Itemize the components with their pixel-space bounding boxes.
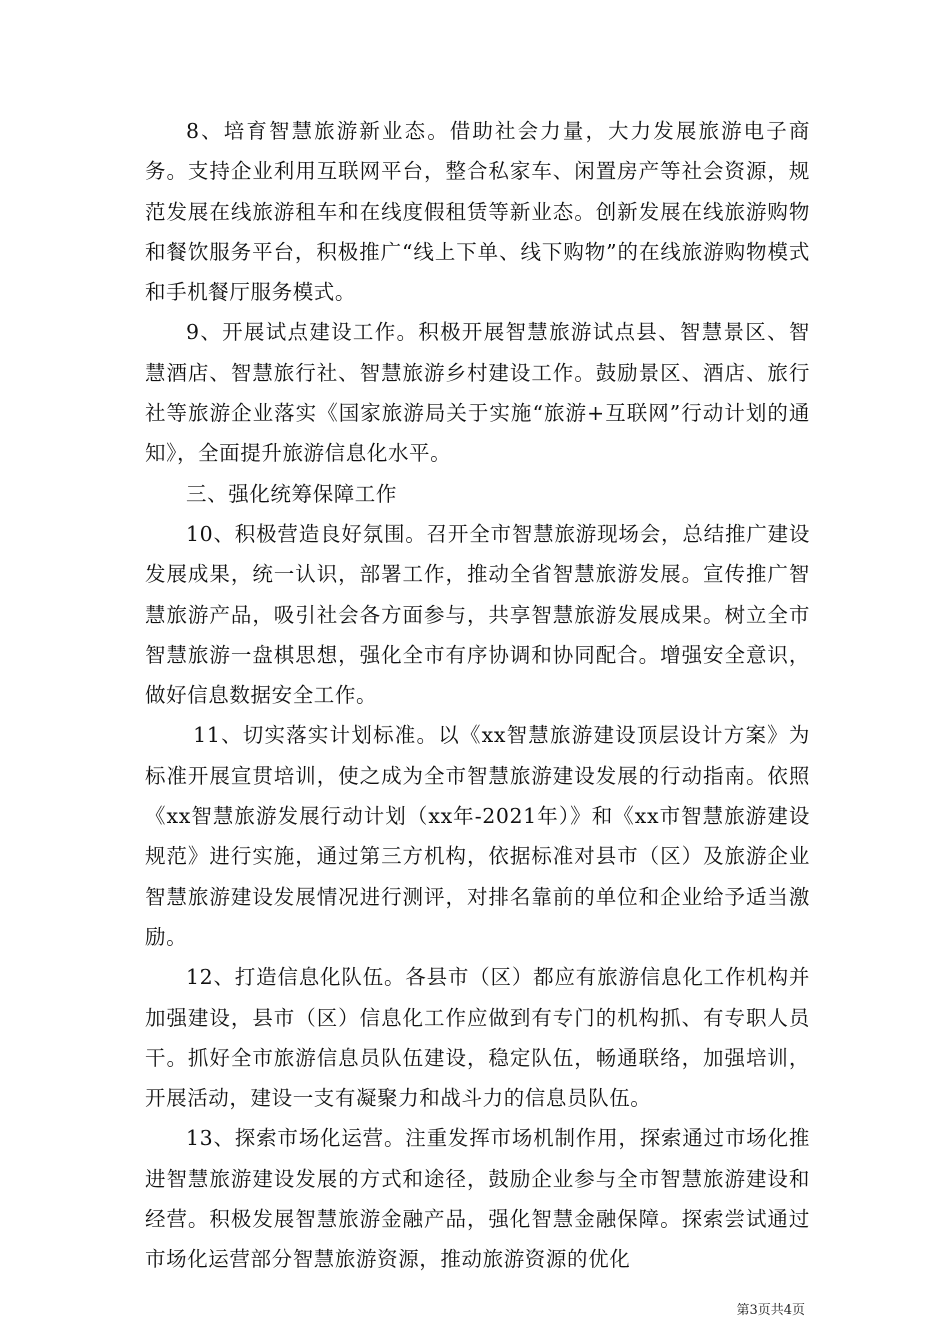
document-body xyxy=(145,111,810,1280)
paragraph-item-11: 11、切实落实计划标准。以《xx智慧旅游建设顶层设计方案》为标准开展宣贯培训，使之成为全市智慧旅游建设发展的行动指南。依照《xx智慧旅游发展行动计划（xx年-2021年）》和《xx市智慧旅游建设规范》进行实施，通过第三方机构，依据标准对县市（区）及旅游企业智慧旅游建设发展情况进行测评，对排名靠前的单位和企业给予适当激励。 xyxy=(145,723,810,949)
paragraph-item-8: 8、培育智慧旅游新业态。借助社会力量，大力发展旅游电子商务。支持企业利用互联网平台，整合私家车、闲置房产等社会资源，规范发展在线旅游租车和在线度假租赁等新业态。创新发展在线旅游购物和餐饮服务平台，积极推广“线上下单、线下购物”的在线旅游购物模式和手机餐厅服务模式。 xyxy=(145,119,810,305)
paragraph-item-9: 9、开展试点建设工作。积极开展智慧旅游试点县、智慧景区、智慧酒店、智慧旅行社、智慧旅游乡村建设工作。鼓励景区、酒店、旅行社等旅游企业落实《国家旅游局关于实施“旅游+互联网”行动计划的通知》，全面提升旅游信息化水平。 xyxy=(145,320,810,466)
paragraph-item-12: 12、打造信息化队伍。各县市（区）都应有旅游信息化工作机构并加强建设，县市（区）信息化工作应做到有专门的机构抓、有专职人员干。抓好全市旅游信息员队伍建设，稳定队伍，畅通联络，加强培训，开展活动，建设一支有凝聚力和战斗力的信息员队伍。 xyxy=(145,965,810,1111)
page-number-footer: 第3页共4页 xyxy=(736,1303,805,1318)
paragraph-item-10: 10、积极营造良好氛围。召开全市智慧旅游现场会，总结推广建设发展成果，统一认识，部署工作，推动全省智慧旅游发展。宣传推广智慧旅游产品，吸引社会各方面参与，共享智慧旅游发展成果。树立全市智慧旅游一盘棋思想，强化全市有序协调和协同配合。增强安全意识，做好信息数据安全工作。 xyxy=(145,521,810,708)
paragraph-item-13: 13、探索市场化运营。注重发挥市场机制作用，探索通过市场化推进智慧旅游建设发展的方式和途径，鼓励企业参与全市智慧旅游建设和经营。积极发展智慧旅游金融产品，强化智慧金融保障。探索尝试通过市场化运营部分智慧旅游资源，推动旅游资源的优化 xyxy=(145,1126,810,1272)
section-heading: 三、强化统筹保障工作 xyxy=(186,481,397,506)
